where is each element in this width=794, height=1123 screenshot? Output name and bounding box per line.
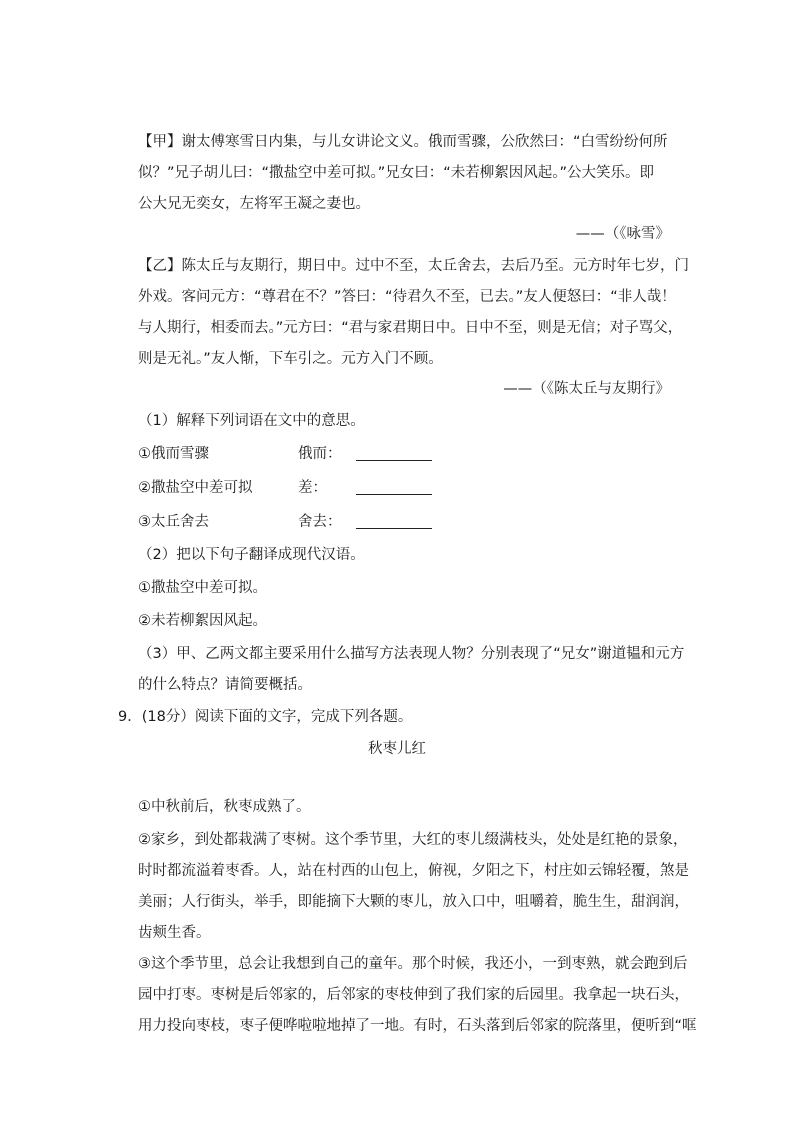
q9-paragraph-line: ③这个季节里，总会让我想到自己的童年。那个时候，我还小，一到枣熟，就会跑到后 xyxy=(138,956,688,972)
passage-yi-line: 则是无礼。”友人惭，下车引之。元方入门不顾。 xyxy=(138,351,443,367)
passage-jia-source: ——（《咏雪》 xyxy=(575,226,670,242)
q1-item xyxy=(138,444,678,464)
passage-yi-line: 【乙】陈太丘与友期行，期日中。过中不至，太丘舍去，去后乃至。元方时年七岁，门 xyxy=(138,258,689,274)
q1-item xyxy=(138,478,678,498)
q9-paragraph-line: 时时都流溢着枣香。人，站在村西的山包上，俯视，夕阳之下，村庄如云锦轻覆，煞是 xyxy=(138,863,689,879)
passage-yi-source: ——（《陈太丘与友期行》 xyxy=(503,381,670,397)
q3-line: （3）甲、乙两文都主要采用什么描写方法表现人物？分别表现了“兄女”谢道韫和元方 xyxy=(138,646,685,662)
q1-prompt: （1）解释下列词语在文中的意思。 xyxy=(138,413,365,429)
passage-jia-line: 公大兄无奕女，左将军王凝之妻也。 xyxy=(138,196,370,212)
q9-article-title: 秋枣儿红 xyxy=(368,741,426,757)
q9-paragraph-line: 用力投向枣枝，枣子便哗啦啦地掉了一地。有时，石头落到后邻家的院落里，便听到“哐 xyxy=(138,1018,697,1034)
answer-blank[interactable] xyxy=(356,494,432,495)
q3-line: 的什么特点？请简要概括。 xyxy=(138,677,312,693)
passage-yi-line: 外戏。客问元方：“尊君在不？”答曰：“待君久不至，已去。”友人便怒曰：“非人哉！ xyxy=(138,289,676,305)
q9-heading: 9．(18分）阅读下面的文字，完成下列各题。 xyxy=(118,709,413,725)
q9-paragraph-line: ②家乡，到处都栽满了枣树。这个季节里，大红的枣儿缀满枝头，处处是红艳的景象， xyxy=(138,832,688,848)
q9-paragraph-line: 美丽；人行街头，举手，即能摘下大颗的枣儿，放入口中，咀嚼着，脆生生，甜润润， xyxy=(138,894,689,910)
q1-word: 差： xyxy=(298,480,327,496)
passage-yi-line: 与人期行，相委而去。”元方曰：“君与家君期日中。日中不至，则是无信；对子骂父， xyxy=(138,320,683,336)
passage-jia-line: 似？”兄子胡儿曰：“撒盐空中差可拟。”兄女曰：“未若柳絮因风起。”公大笑乐。即 xyxy=(138,165,655,181)
q1-item xyxy=(138,512,678,532)
passage-jia-line: 【甲】谢太傅寒雪日内集，与儿女讲论文义。俄而雪骤，公欣然曰：“白雪纷纷何所 xyxy=(138,134,668,150)
q2-item: ①撒盐空中差可拟。 xyxy=(138,580,267,596)
answer-blank[interactable] xyxy=(356,460,432,461)
q2-item: ②未若柳絮因风起。 xyxy=(138,613,267,629)
q1-word: 俄而： xyxy=(298,446,342,462)
q2-prompt: （2）把以下句子翻译成现代汉语。 xyxy=(138,547,365,563)
q1-word: 舍去： xyxy=(298,514,342,530)
q1-phrase: ③太丘舍去 xyxy=(138,514,209,530)
q9-paragraph-line: 园中打枣。枣树是后邻家的，后邻家的枣枝伸到了我们家的后园里。我拿起一块石头， xyxy=(138,987,689,1003)
q9-paragraph-line: ①中秋前后，秋枣成熟了。 xyxy=(138,799,311,815)
q1-phrase: ①俄而雪骤 xyxy=(138,446,209,462)
q9-paragraph-line: 齿颊生香。 xyxy=(138,925,211,941)
answer-blank[interactable] xyxy=(356,528,432,529)
q1-phrase: ②撒盐空中差可拟 xyxy=(138,480,253,496)
